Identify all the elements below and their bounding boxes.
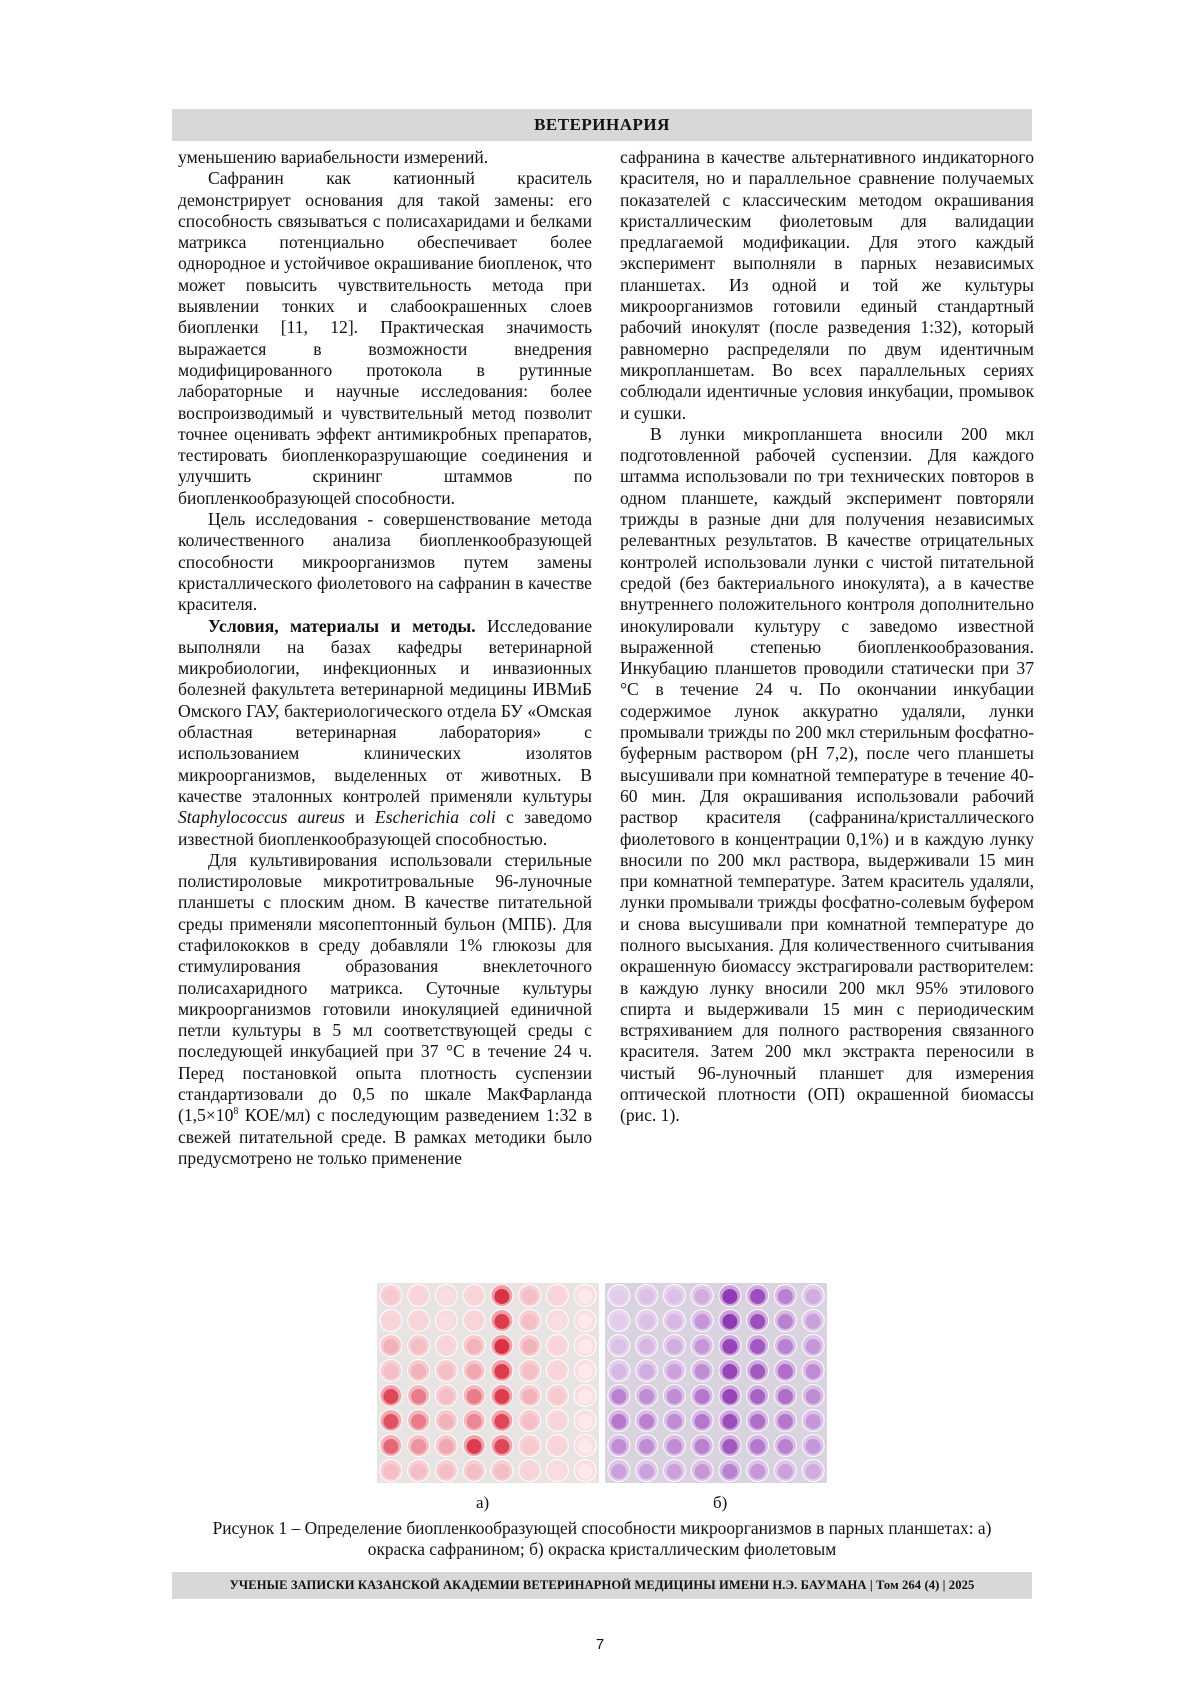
plate-well-stain — [439, 1339, 454, 1354]
plate-well-stain — [750, 1439, 765, 1454]
plate-well-stain — [550, 1364, 565, 1379]
plate-well-stain — [695, 1314, 710, 1329]
paragraph-text: Исследование выполняли на базах кафедры ветеринарной микробиологии, инфекционных и инвазионных болезней факультета ветеринарной медицины ИВМиБ Омского ГАУ, бактериологического отдела БУ «Омская областная ветеринарная лаборатория» с использованием клинических изолятов микроорганизмов, выделенных от животных. В качестве эталонных контролей применяли культуры — [178, 615, 592, 806]
plate-well-stain — [467, 1464, 482, 1479]
plate-well-stain — [611, 1464, 626, 1479]
species-name: Escherichia coli — [375, 807, 496, 828]
right-column — [620, 147, 1034, 1127]
plate-well-stain — [778, 1389, 793, 1404]
plate-well-stain — [806, 1389, 821, 1404]
plate-well-stain — [639, 1414, 654, 1429]
plate-well-stain — [383, 1439, 398, 1454]
plate-well-stain — [467, 1414, 482, 1429]
plate-well-stain — [750, 1389, 765, 1404]
plate-well-stain — [439, 1414, 454, 1429]
plate-well-stain — [411, 1464, 426, 1479]
plate-well-stain — [439, 1389, 454, 1404]
plate-well-stain — [439, 1289, 454, 1304]
plate-well-stain — [383, 1289, 398, 1304]
plate-well-stain — [611, 1364, 626, 1379]
plate-well-stain — [667, 1364, 682, 1379]
paragraph: В лунки микропланшета вносили 200 мкл подготовленной рабочей суспензии. Для каждого штамма использовали по три технических повторов в одном планшете, каждый эксперимент повторяли трижды в разные дни для получения независимых релевантных результатов. В качестве отрицательных контролей использовали лунки с чистой питательной средой (без бактериального инокулята), а в качестве внутреннего положительного контроля дополнительно инокулировали культуру с заведомо известной выраженной степенью биопленкообразования. Инкубацию планшетов проводили статически при 37 °С в течение 24 ч. По окончании инкубации содержимое лунок аккуратно удаляли, лунки промывали трижды по 200 мкл стерильным фосфатно-буферным раствором (рН 7,2), после чего планшеты высушивали при комнатной температуре в течение 40-60 мин. Для окрашивания использовали рабочий раствор красителя (сафранина/кристаллического фиолетового в концентрации 0,1%) и в каждую лунку вносили по 200 мкл раствора, выдерживали 15 мин при комнатной температуре. Затем краситель удаляли, лунки промывали трижды фосфатно-солевым буфером и снова высушивали при комнатной температуре до полного высыхания. Для количественного считывания окрашенную биомассу экстрагировали растворителем: в каждую лунку вносили 200 мкл 95% этилового спирта и выдерживали 15 мин с периодическим встряхиванием для полного растворения связанного красителя. Затем 200 мкл экстракта переносили в чистый 96-луночный планшет для измерения оптической плотности (ОП) окрашенной биомассы (рис. 1). — [620, 423, 1034, 1126]
plate-well-stain — [722, 1464, 737, 1479]
figure-caption: Рисунок 1 – Определение биопленкообразующей способности микроорганизмов в парных планшетах: а) окраска сафранином; б) окраска кристаллическим фиолетовым — [212, 1518, 992, 1559]
plate-well-stain — [550, 1289, 565, 1304]
paragraph: сафранина в качестве альтернативного индикаторного красителя, но и параллельное сравнение получаемых показателей с классическим методом окрашивания кристаллическим фиолетовым для валидации предлагаемой модификации. Для этого каждый эксперимент выполняли в парных независимых планшетах. Из одной и той же культуры микроорганизмов готовили единый стандартный рабочий инокулят (после разведения 1:32), который равномерно распределяли по двум идентичным микропланшетам. Во всех параллельных сериях соблюдали идентичные условия инкубации, промывок и сушки. — [620, 147, 1034, 423]
plate-well-stain — [611, 1439, 626, 1454]
plate-well-stain — [611, 1339, 626, 1354]
plate-well-stain — [667, 1314, 682, 1329]
plate-well-stain — [411, 1389, 426, 1404]
section-header — [172, 109, 1032, 141]
plate-well-stain — [695, 1289, 710, 1304]
plate-well-stain — [806, 1414, 821, 1429]
plate-well-stain — [494, 1339, 509, 1354]
plate-well-stain — [722, 1364, 737, 1379]
plate-well-stain — [722, 1414, 737, 1429]
plate-well-stain — [383, 1364, 398, 1379]
plate-well-stain — [383, 1339, 398, 1354]
plate-well-stain — [467, 1314, 482, 1329]
plate-well-stain — [639, 1389, 654, 1404]
plate-well-stain — [411, 1364, 426, 1379]
plate-well-stain — [667, 1289, 682, 1304]
plate-well-stain — [611, 1314, 626, 1329]
plate-well-stain — [494, 1314, 509, 1329]
plate-well-stain — [494, 1414, 509, 1429]
plate-well-stain — [778, 1314, 793, 1329]
safranin-plate-photo — [377, 1283, 599, 1483]
plate-well-stain — [494, 1364, 509, 1379]
safranin-plate-image — [377, 1283, 599, 1483]
plate-well-stain — [494, 1389, 509, 1404]
superscript: 8 — [233, 1106, 239, 1118]
plate-well-stain — [722, 1339, 737, 1354]
species-name: Staphylococcus aureus — [178, 807, 345, 828]
plate-well-stain — [695, 1339, 710, 1354]
plate-well-stain — [667, 1414, 682, 1429]
paragraph-methods — [178, 616, 592, 850]
plate-well-stain — [383, 1414, 398, 1429]
plate-well-stain — [550, 1339, 565, 1354]
plate-well-stain — [467, 1389, 482, 1404]
paragraph: Сафранин как катионный краситель демонстрирует основания для такой замены: его способность связываться с полисахаридами и белками матрикса потенциально обеспечивает более однородное и устойчивое окрашивание биопленок, что может повысить чувствительность метода при выявлении тонких и слабоокрашенных слоев биопленки [11, 12]. Практическая значимость выражается в возможности внедрения модифицированного протокола в рутинные лабораторные и научные исследования: более воспроизводимый и чувствительный метод позволит точнее оценивать эффект антимикробных препаратов, тестировать биопленкоразрушающие соединения и улучшить скрининг штаммов по биопленкообразующей способности. — [178, 168, 592, 508]
paragraph — [178, 850, 592, 1169]
paragraph: уменьшению вариабельности измерений. — [178, 147, 489, 167]
plate-well-stain — [494, 1464, 509, 1479]
figure-label-b: б) — [713, 1493, 728, 1512]
plate-well-stain — [667, 1339, 682, 1354]
plate-well-stain — [550, 1414, 565, 1429]
plate-well-stain — [550, 1389, 565, 1404]
plate-well-stain — [467, 1364, 482, 1379]
plate-well-stain — [750, 1414, 765, 1429]
plate-well-stain — [806, 1289, 821, 1304]
plate-well-stain — [550, 1314, 565, 1329]
plate-well-stain — [695, 1439, 710, 1454]
plate-well-stain — [611, 1289, 626, 1304]
plate-well-stain — [439, 1314, 454, 1329]
plate-well-stain — [522, 1389, 537, 1404]
plate-well-stain — [494, 1289, 509, 1304]
plate-well-stain — [778, 1464, 793, 1479]
paragraph-text: КОЕ/мл) с последующим разведением 1:32 в свежей питательной среде. В рамках методики было предусмотрено не только применение — [178, 1105, 592, 1168]
plate-well-stain — [639, 1364, 654, 1379]
section-title: ВЕТЕРИНАРИЯ — [534, 115, 670, 134]
plate-well-stain — [639, 1439, 654, 1454]
plate-well-stain — [550, 1439, 565, 1454]
left-column — [178, 147, 592, 1169]
plate-well-stain — [611, 1389, 626, 1404]
plate-well-stain — [639, 1289, 654, 1304]
plate-well-stain — [639, 1339, 654, 1354]
plate-well-stain — [667, 1464, 682, 1479]
plate-well-stain — [578, 1289, 593, 1304]
plate-well-stain — [522, 1339, 537, 1354]
figure-1 — [377, 1283, 827, 1498]
plate-well-stain — [383, 1389, 398, 1404]
plate-well-stain — [806, 1339, 821, 1354]
plate-well-stain — [467, 1439, 482, 1454]
plate-well-stain — [522, 1289, 537, 1304]
plate-well-stain — [578, 1389, 593, 1404]
plate-well-stain — [439, 1364, 454, 1379]
plate-well-stain — [522, 1464, 537, 1479]
plate-well-stain — [411, 1289, 426, 1304]
plate-well-stain — [806, 1439, 821, 1454]
plate-well-stain — [578, 1414, 593, 1429]
plate-well-stain — [578, 1439, 593, 1454]
plate-well-stain — [639, 1314, 654, 1329]
paragraph-text: Для культивирования использовали стерильные полистироловые микротитровальные 96-луночные планшеты с плоским дном. В качестве питательной среды применяли мясопептонный бульон (МПБ). Для стафилококков в среду добавляли 1% глюкозы для стимулирования образования внеклеточного полисахаридного матрикса. Суточные культуры микроорганизмов готовили инокуляцией единичной петли культуры в 5 мл соответствующей среды с последующей инкубацией при 37 °С в течение 24 ч. Перед постановкой опыта плотность суспензии стандартизовали до 0,5 по шкале МакФарланда (1,5×10 — [178, 849, 592, 1126]
plate-well-stain — [411, 1339, 426, 1354]
plate-well-stain — [778, 1339, 793, 1354]
plate-well-stain — [611, 1414, 626, 1429]
plate-well-stain — [578, 1339, 593, 1354]
plate-well-stain — [695, 1464, 710, 1479]
paragraph: Цель исследования - совершенствование метода количественного анализа биопленкообразующей способности микроорганизмов путем замены кристаллического фиолетового на сафранин в качестве красителя. — [178, 509, 592, 615]
plate-well-stain — [722, 1439, 737, 1454]
plate-well-stain — [750, 1364, 765, 1379]
paragraph-text: с заведомо известной биопленкообразующей способностью. — [178, 807, 592, 849]
plate-well-stain — [722, 1389, 737, 1404]
crystal-violet-plate-photo — [605, 1283, 827, 1483]
plate-well-stain — [778, 1414, 793, 1429]
plate-well-stain — [494, 1439, 509, 1454]
plate-well-stain — [695, 1414, 710, 1429]
plate-well-stain — [778, 1439, 793, 1454]
journal-title: УЧЕНЫЕ ЗАПИСКИ КАЗАНСКОЙ АКАДЕМИИ ВЕТЕРИНАРНОЙ МЕДИЦИНЫ ИМЕНИ Н.Э. БАУМАНА | Том 264 (4) | 2025 — [229, 1578, 975, 1592]
plate-well-stain — [522, 1364, 537, 1379]
plate-well-stain — [722, 1314, 737, 1329]
plate-well-stain — [439, 1464, 454, 1479]
journal-footer — [172, 1572, 1032, 1599]
plate-well-stain — [411, 1439, 426, 1454]
plate-well-stain — [467, 1289, 482, 1304]
plate-well-stain — [722, 1289, 737, 1304]
plate-well-stain — [522, 1439, 537, 1454]
plate-well-stain — [639, 1464, 654, 1479]
crystal-violet-plate-image — [605, 1283, 827, 1483]
methods-heading: Условия, материалы и методы. — [208, 615, 476, 636]
plate-well-stain — [667, 1389, 682, 1404]
plate-well-stain — [411, 1414, 426, 1429]
plate-well-stain — [806, 1364, 821, 1379]
plate-well-stain — [578, 1314, 593, 1329]
plate-well-stain — [383, 1314, 398, 1329]
plate-well-stain — [667, 1439, 682, 1454]
plate-well-stain — [578, 1364, 593, 1379]
plate-well-stain — [439, 1439, 454, 1454]
plate-well-stain — [578, 1464, 593, 1479]
plate-well-stain — [806, 1464, 821, 1479]
plate-well-stain — [550, 1464, 565, 1479]
plate-well-stain — [695, 1389, 710, 1404]
plate-well-stain — [750, 1339, 765, 1354]
plate-well-stain — [778, 1289, 793, 1304]
plate-well-stain — [806, 1314, 821, 1329]
plate-well-stain — [383, 1464, 398, 1479]
plate-well-stain — [750, 1314, 765, 1329]
figure-label-a: а) — [476, 1493, 490, 1512]
plate-well-stain — [411, 1314, 426, 1329]
page-number: 7 — [595, 1636, 605, 1653]
plate-well-stain — [695, 1364, 710, 1379]
plate-well-stain — [750, 1289, 765, 1304]
paragraph-text: и — [344, 807, 375, 828]
plate-well-stain — [467, 1339, 482, 1354]
plate-well-stain — [750, 1464, 765, 1479]
plate-well-stain — [778, 1364, 793, 1379]
plate-well-stain — [522, 1314, 537, 1329]
plate-well-stain — [522, 1414, 537, 1429]
